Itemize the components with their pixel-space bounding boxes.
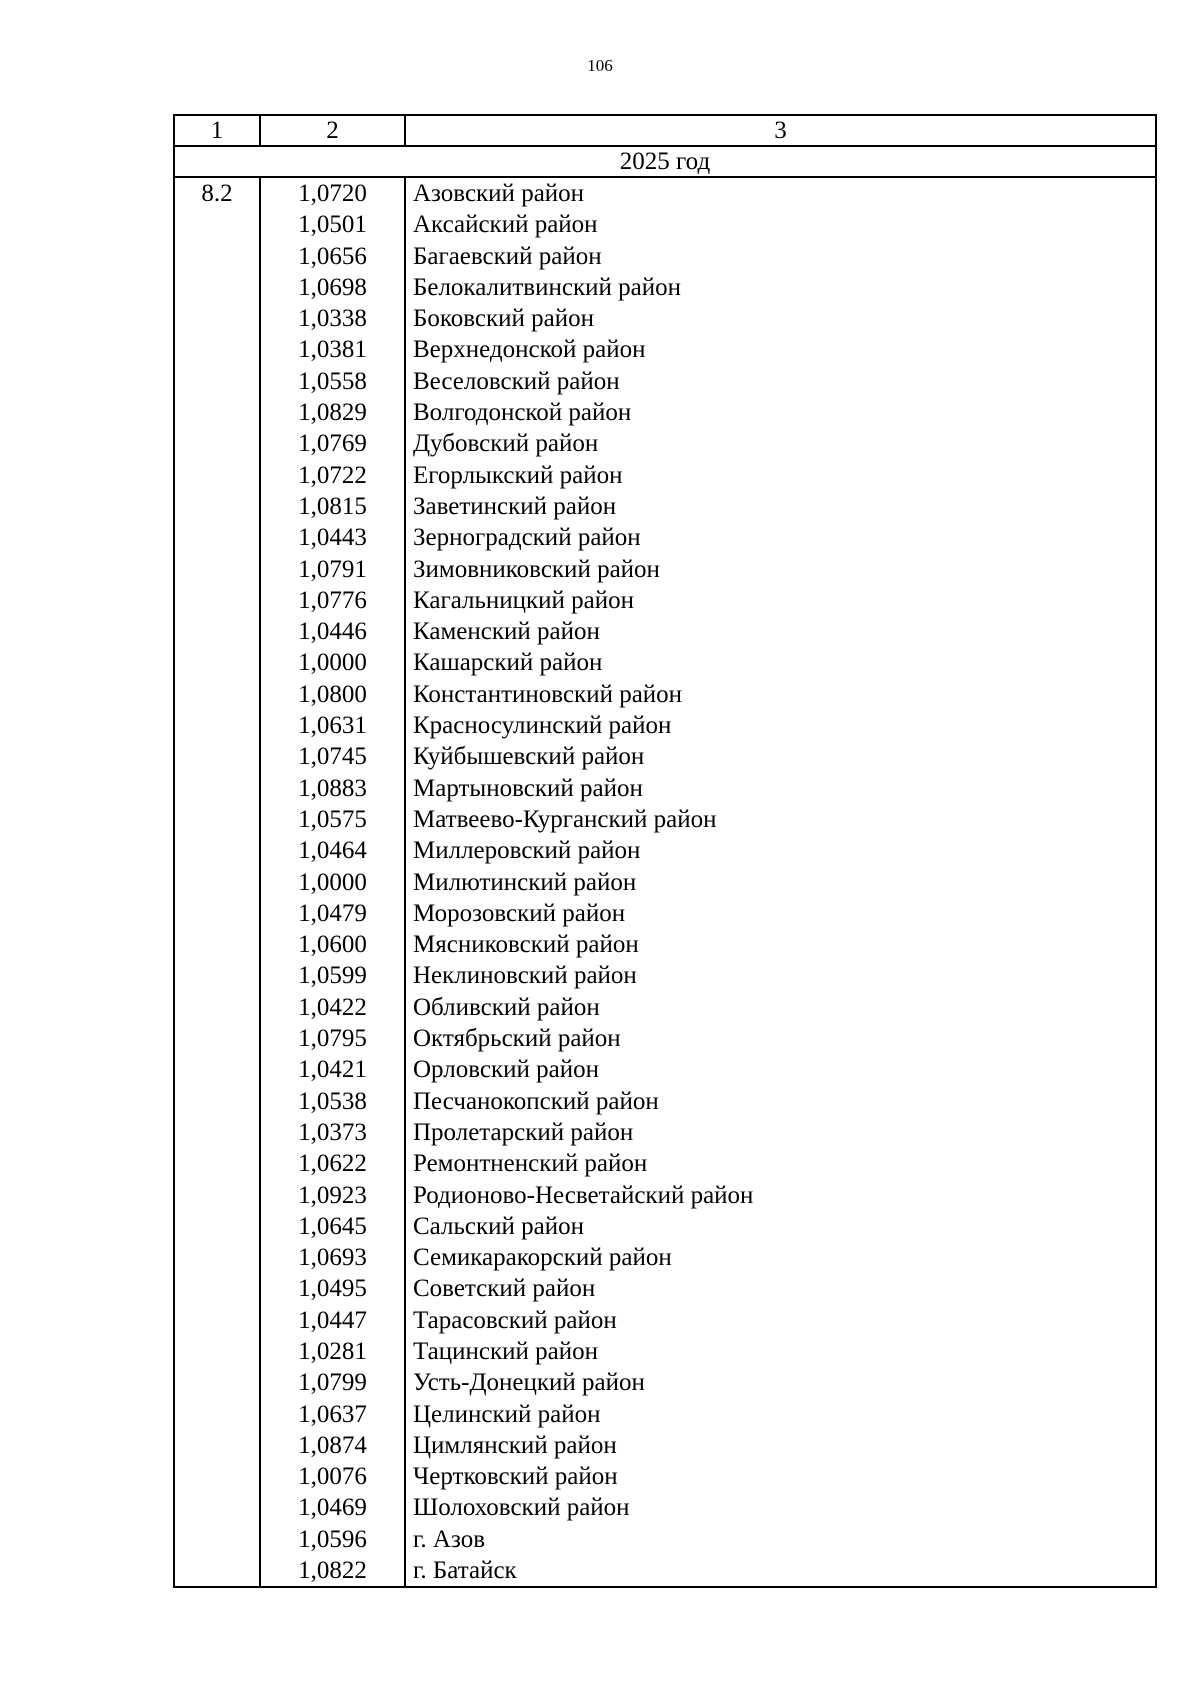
district-name-cell: Матвеево-Курганский район xyxy=(405,804,1156,835)
coefficient-cell: 1,0822 xyxy=(260,1555,405,1587)
section-number-cell xyxy=(174,1180,260,1211)
district-name-cell: Верхнедонской район xyxy=(405,334,1156,365)
coefficient-cell: 1,0631 xyxy=(260,710,405,741)
section-number-cell xyxy=(174,898,260,929)
district-name-cell: Обливский район xyxy=(405,992,1156,1023)
table-row xyxy=(174,992,1156,1023)
coefficient-cell: 1,0422 xyxy=(260,992,405,1023)
section-number-cell xyxy=(174,1555,260,1587)
table-row xyxy=(174,1242,1156,1273)
coefficient-cell: 1,0575 xyxy=(260,804,405,835)
coefficient-cell: 1,0000 xyxy=(260,867,405,898)
section-number-cell xyxy=(174,647,260,678)
table-row xyxy=(174,741,1156,772)
table-row xyxy=(174,428,1156,459)
table-row xyxy=(174,1117,1156,1148)
district-name-cell: Шолоховский район xyxy=(405,1492,1156,1523)
coefficient-cell: 1,0446 xyxy=(260,616,405,647)
district-name-cell: Усть-Донецкий район xyxy=(405,1367,1156,1398)
table-row xyxy=(174,209,1156,240)
district-name-cell: Волгодонской район xyxy=(405,397,1156,428)
table-row xyxy=(174,960,1156,991)
section-number-cell xyxy=(174,1305,260,1336)
coefficient-cell: 1,0000 xyxy=(260,647,405,678)
district-name-cell: г. Батайск xyxy=(405,1555,1156,1587)
section-number-cell xyxy=(174,804,260,835)
district-name-cell: Дубовский район xyxy=(405,428,1156,459)
coefficient-cell: 1,0281 xyxy=(260,1336,405,1367)
district-name-cell: Аксайский район xyxy=(405,209,1156,240)
section-number-cell xyxy=(174,710,260,741)
district-name-cell: Тацинский район xyxy=(405,1336,1156,1367)
section-number-cell xyxy=(174,1273,260,1304)
coefficient-cell: 1,0596 xyxy=(260,1524,405,1555)
section-number-cell xyxy=(174,867,260,898)
coefficient-cell: 1,0501 xyxy=(260,209,405,240)
coefficient-cell: 1,0558 xyxy=(260,366,405,397)
table-row xyxy=(174,867,1156,898)
section-number-cell xyxy=(174,1461,260,1492)
section-number-cell xyxy=(174,1148,260,1179)
section-number-cell xyxy=(174,522,260,553)
district-name-cell: Багаевский район xyxy=(405,241,1156,272)
section-number-cell xyxy=(174,1242,260,1273)
section-number-cell xyxy=(174,554,260,585)
table-row xyxy=(174,1211,1156,1242)
section-number-cell xyxy=(174,1211,260,1242)
section-number-cell xyxy=(174,397,260,428)
table-row xyxy=(174,1273,1156,1304)
coefficient-cell: 1,0479 xyxy=(260,898,405,929)
section-number-cell xyxy=(174,1367,260,1398)
district-name-cell: г. Азов xyxy=(405,1524,1156,1555)
column-header-2: 2 xyxy=(260,115,405,146)
coefficient-cell: 1,0923 xyxy=(260,1180,405,1211)
section-number-cell xyxy=(174,1430,260,1461)
district-name-cell: Чертковский район xyxy=(405,1461,1156,1492)
table-row xyxy=(174,616,1156,647)
page-number: 106 xyxy=(587,56,613,75)
table-row xyxy=(174,1524,1156,1555)
table-row xyxy=(174,647,1156,678)
section-number-cell xyxy=(174,209,260,240)
section-number-cell xyxy=(174,1524,260,1555)
section-number-cell xyxy=(174,1054,260,1085)
district-name-cell: Кагальницкий район xyxy=(405,585,1156,616)
section-number-cell xyxy=(174,241,260,272)
district-name-cell: Родионово-Несветайский район xyxy=(405,1180,1156,1211)
table-row xyxy=(174,554,1156,585)
section-number-cell xyxy=(174,272,260,303)
coefficient-cell: 1,0795 xyxy=(260,1023,405,1054)
table-row xyxy=(174,397,1156,428)
table-row xyxy=(174,491,1156,522)
table-body xyxy=(174,146,1156,1587)
year-label: 2025 год xyxy=(174,146,1156,177)
district-name-cell: Зимовниковский район xyxy=(405,554,1156,585)
table-row xyxy=(174,1555,1156,1587)
table-row xyxy=(174,929,1156,960)
district-name-cell: Мартыновский район xyxy=(405,773,1156,804)
district-name-cell: Кашарский район xyxy=(405,647,1156,678)
coefficient-cell: 1,0599 xyxy=(260,960,405,991)
section-number-cell xyxy=(174,303,260,334)
district-name-cell: Заветинский район xyxy=(405,491,1156,522)
coefficient-cell: 1,0698 xyxy=(260,272,405,303)
district-name-cell: Цимлянский район xyxy=(405,1430,1156,1461)
table-row xyxy=(174,585,1156,616)
table-row xyxy=(174,334,1156,365)
coefficient-cell: 1,0381 xyxy=(260,334,405,365)
district-name-cell: Милютинский район xyxy=(405,867,1156,898)
coefficient-cell: 1,0469 xyxy=(260,1492,405,1523)
coefficient-cell: 1,0495 xyxy=(260,1273,405,1304)
district-name-cell: Зерноградский район xyxy=(405,522,1156,553)
district-name-cell: Октябрьский район xyxy=(405,1023,1156,1054)
coefficient-cell: 1,0538 xyxy=(260,1086,405,1117)
table-row xyxy=(174,366,1156,397)
table-row xyxy=(174,710,1156,741)
coefficient-cell: 1,0421 xyxy=(260,1054,405,1085)
district-name-cell: Боковский район xyxy=(405,303,1156,334)
section-number-cell xyxy=(174,616,260,647)
coefficient-cell: 1,0722 xyxy=(260,460,405,491)
year-row xyxy=(174,146,1156,177)
district-name-cell: Целинский район xyxy=(405,1399,1156,1430)
district-name-cell: Азовский район xyxy=(405,177,1156,209)
table-header-row xyxy=(174,115,1156,146)
section-number-cell: 8.2 xyxy=(174,177,260,209)
table-row xyxy=(174,1305,1156,1336)
coefficient-cell: 1,0373 xyxy=(260,1117,405,1148)
section-number-cell xyxy=(174,1023,260,1054)
section-number-cell xyxy=(174,773,260,804)
coefficient-cell: 1,0800 xyxy=(260,679,405,710)
district-name-cell: Красносулинский район xyxy=(405,710,1156,741)
coefficient-cell: 1,0443 xyxy=(260,522,405,553)
coefficient-cell: 1,0622 xyxy=(260,1148,405,1179)
district-name-cell: Тарасовский район xyxy=(405,1305,1156,1336)
table-row xyxy=(174,522,1156,553)
section-number-cell xyxy=(174,428,260,459)
table-row xyxy=(174,1180,1156,1211)
section-number-cell xyxy=(174,585,260,616)
table-row xyxy=(174,1461,1156,1492)
section-number-cell xyxy=(174,491,260,522)
district-name-cell: Каменский район xyxy=(405,616,1156,647)
coefficient-cell: 1,0815 xyxy=(260,491,405,522)
district-name-cell: Куйбышевский район xyxy=(405,741,1156,772)
coefficient-cell: 1,0791 xyxy=(260,554,405,585)
district-name-cell: Семикаракорский район xyxy=(405,1242,1156,1273)
section-number-cell xyxy=(174,334,260,365)
district-name-cell: Егорлыкский район xyxy=(405,460,1156,491)
district-name-cell: Ремонтненский район xyxy=(405,1148,1156,1179)
section-number-cell xyxy=(174,1086,260,1117)
coefficient-cell: 1,0447 xyxy=(260,1305,405,1336)
coefficient-cell: 1,0745 xyxy=(260,741,405,772)
section-number-cell xyxy=(174,1117,260,1148)
table-row xyxy=(174,1023,1156,1054)
coefficient-cell: 1,0656 xyxy=(260,241,405,272)
coefficient-cell: 1,0693 xyxy=(260,1242,405,1273)
table-row xyxy=(174,835,1156,866)
table-row xyxy=(174,177,1156,209)
coefficients-table xyxy=(173,114,1157,1588)
section-number-cell xyxy=(174,835,260,866)
table-row xyxy=(174,272,1156,303)
coefficient-cell: 1,0874 xyxy=(260,1430,405,1461)
district-name-cell: Константиновский район xyxy=(405,679,1156,710)
table-row xyxy=(174,1492,1156,1523)
coefficient-cell: 1,0637 xyxy=(260,1399,405,1430)
table-row xyxy=(174,1054,1156,1085)
section-number-cell xyxy=(174,741,260,772)
table-row xyxy=(174,898,1156,929)
district-name-cell: Пролетарский район xyxy=(405,1117,1156,1148)
coefficient-cell: 1,0829 xyxy=(260,397,405,428)
coefficient-cell: 1,0776 xyxy=(260,585,405,616)
table-row xyxy=(174,303,1156,334)
coefficient-cell: 1,0464 xyxy=(260,835,405,866)
district-name-cell: Песчанокопский район xyxy=(405,1086,1156,1117)
section-number-cell xyxy=(174,960,260,991)
table-row xyxy=(174,1367,1156,1398)
column-header-1: 1 xyxy=(174,115,260,146)
table-row xyxy=(174,241,1156,272)
district-name-cell: Морозовский район xyxy=(405,898,1156,929)
coefficient-cell: 1,0799 xyxy=(260,1367,405,1398)
district-name-cell: Неклиновский район xyxy=(405,960,1156,991)
table-row xyxy=(174,1430,1156,1461)
coefficient-cell: 1,0338 xyxy=(260,303,405,334)
section-number-cell xyxy=(174,679,260,710)
table-row xyxy=(174,1336,1156,1367)
section-number-cell xyxy=(174,929,260,960)
section-number-cell xyxy=(174,366,260,397)
table-row xyxy=(174,1399,1156,1430)
table-row xyxy=(174,679,1156,710)
table-row xyxy=(174,1086,1156,1117)
district-name-cell: Белокалитвинский район xyxy=(405,272,1156,303)
section-number-cell xyxy=(174,992,260,1023)
section-number-cell xyxy=(174,1492,260,1523)
table-row xyxy=(174,460,1156,491)
coefficient-cell: 1,0720 xyxy=(260,177,405,209)
district-name-cell: Веселовский район xyxy=(405,366,1156,397)
section-number-cell xyxy=(174,460,260,491)
section-number-cell xyxy=(174,1336,260,1367)
coefficient-cell: 1,0600 xyxy=(260,929,405,960)
district-name-cell: Миллеровский район xyxy=(405,835,1156,866)
coefficient-cell: 1,0883 xyxy=(260,773,405,804)
table-row xyxy=(174,1148,1156,1179)
section-number-cell xyxy=(174,1399,260,1430)
coefficient-cell: 1,0769 xyxy=(260,428,405,459)
district-name-cell: Орловский район xyxy=(405,1054,1156,1085)
district-name-cell: Мясниковский район xyxy=(405,929,1156,960)
table-row xyxy=(174,804,1156,835)
coefficient-cell: 1,0645 xyxy=(260,1211,405,1242)
coefficient-cell: 1,0076 xyxy=(260,1461,405,1492)
column-header-3: 3 xyxy=(405,115,1156,146)
district-name-cell: Сальский район xyxy=(405,1211,1156,1242)
table-row xyxy=(174,773,1156,804)
district-name-cell: Советский район xyxy=(405,1273,1156,1304)
